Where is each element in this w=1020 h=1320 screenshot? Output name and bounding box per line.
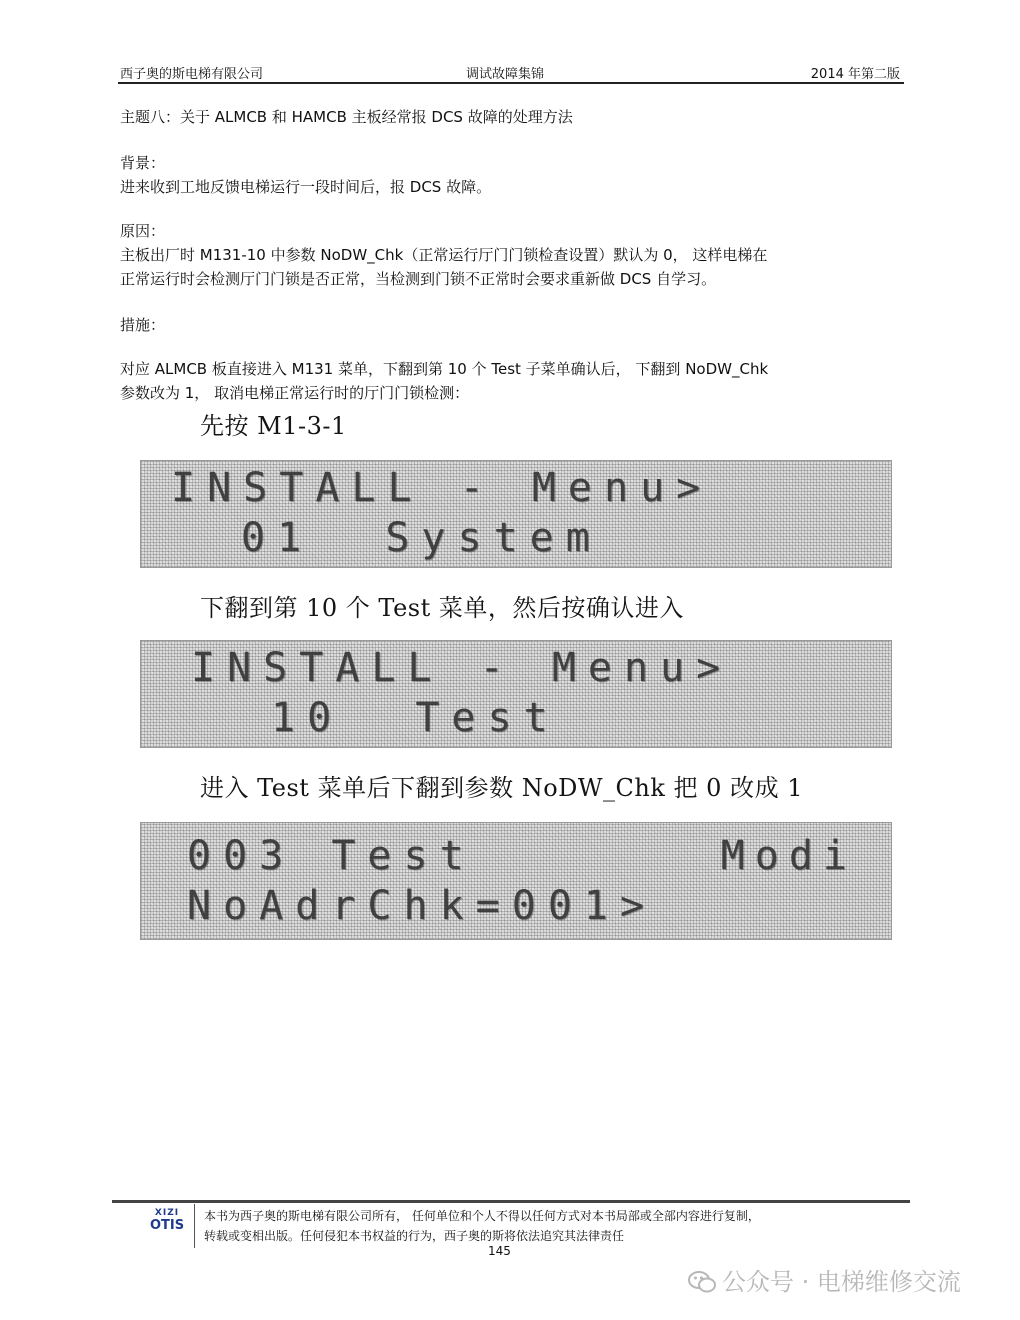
lcd3-line1: 003 Test (187, 833, 476, 879)
lcd2-line1: INSTALL - Menu> (191, 645, 733, 691)
measure-line-1: 对应 ALMCB 板直接进入 M131 菜单，下翻到第 10 个 Test 子菜单确认后， 下翻到 NoDW_Chk (120, 360, 769, 378)
background-text: 进来收到工地反馈电梯运行一段时间后，报 DCS 故障。 (120, 178, 492, 196)
header-company: 西子奥的斯电梯有限公司 (120, 67, 264, 82)
lcd3-line1-right: Modi (720, 833, 857, 879)
topic-heading: 主题八：关于 ALMCB 和 HAMCB 主板经常报 DCS 故障的处理方法 (120, 108, 573, 126)
cause-label: 原因： (120, 222, 166, 240)
footer-rule (112, 1200, 910, 1203)
page-header (118, 60, 904, 84)
lcd1-line2: 01 System (241, 515, 602, 561)
footer-notice-line-1: 本书为西子奥的斯电梯有限公司所有， 任何单位和个人不得以任何方式对本书局部或全部内容进行复制， (204, 1209, 760, 1223)
step3-caption: 进入 Test 菜单后下翻到参数 NoDW_Chk 把 0 改成 1 (200, 774, 803, 802)
step1-caption: 先按 M1-3-1 (200, 412, 347, 440)
footer-divider (194, 1204, 195, 1248)
xizi-otis-logo (146, 1208, 188, 1233)
lcd3-line2: NoAdrChk=001> (187, 883, 657, 929)
cause-line-2: 正常运行时会检测厅门门锁是否正常，当检测到门锁不正常时会要求重新做 DCS 自学习。 (120, 270, 717, 288)
logo-bottom-text: OTIS (149, 1218, 185, 1233)
cause-line-1: 主板出厂时 M131-10 中参数 NoDW_Chk（正常运行厅门门锁检查设置）默认为 0， 这样电梯在 (120, 246, 768, 264)
lcd-screen-2 (140, 640, 892, 748)
lcd-screen-3 (140, 822, 892, 940)
footer-notice-line-2: 转载或变相出版。任何侵犯本书权益的行为，西子奥的斯将依法追究其法律责任 (204, 1229, 625, 1243)
page-number: 145 (488, 1244, 511, 1258)
header-title: 调试故障集锦 (466, 67, 545, 82)
lcd1-line1: INSTALL - Menu> (171, 465, 713, 511)
watermark (688, 1262, 961, 1297)
measure-label: 措施： (120, 316, 166, 334)
lcd-screen-1 (140, 460, 892, 568)
wechat-icon (688, 1270, 716, 1294)
background-label: 背景： (120, 154, 166, 172)
watermark-text: 公众号 · 电梯维修交流 (722, 1268, 961, 1296)
lcd2-line2: 10 Test (271, 695, 560, 741)
logo-top-text: XIZI (154, 1208, 180, 1218)
measure-line-2: 参数改为 1， 取消电梯正常运行时的厅门门锁检测： (120, 384, 470, 402)
header-edition: 2014 年第二版 (810, 67, 900, 82)
step2-caption: 下翻到第 10 个 Test 菜单，然后按确认进入 (200, 594, 684, 622)
